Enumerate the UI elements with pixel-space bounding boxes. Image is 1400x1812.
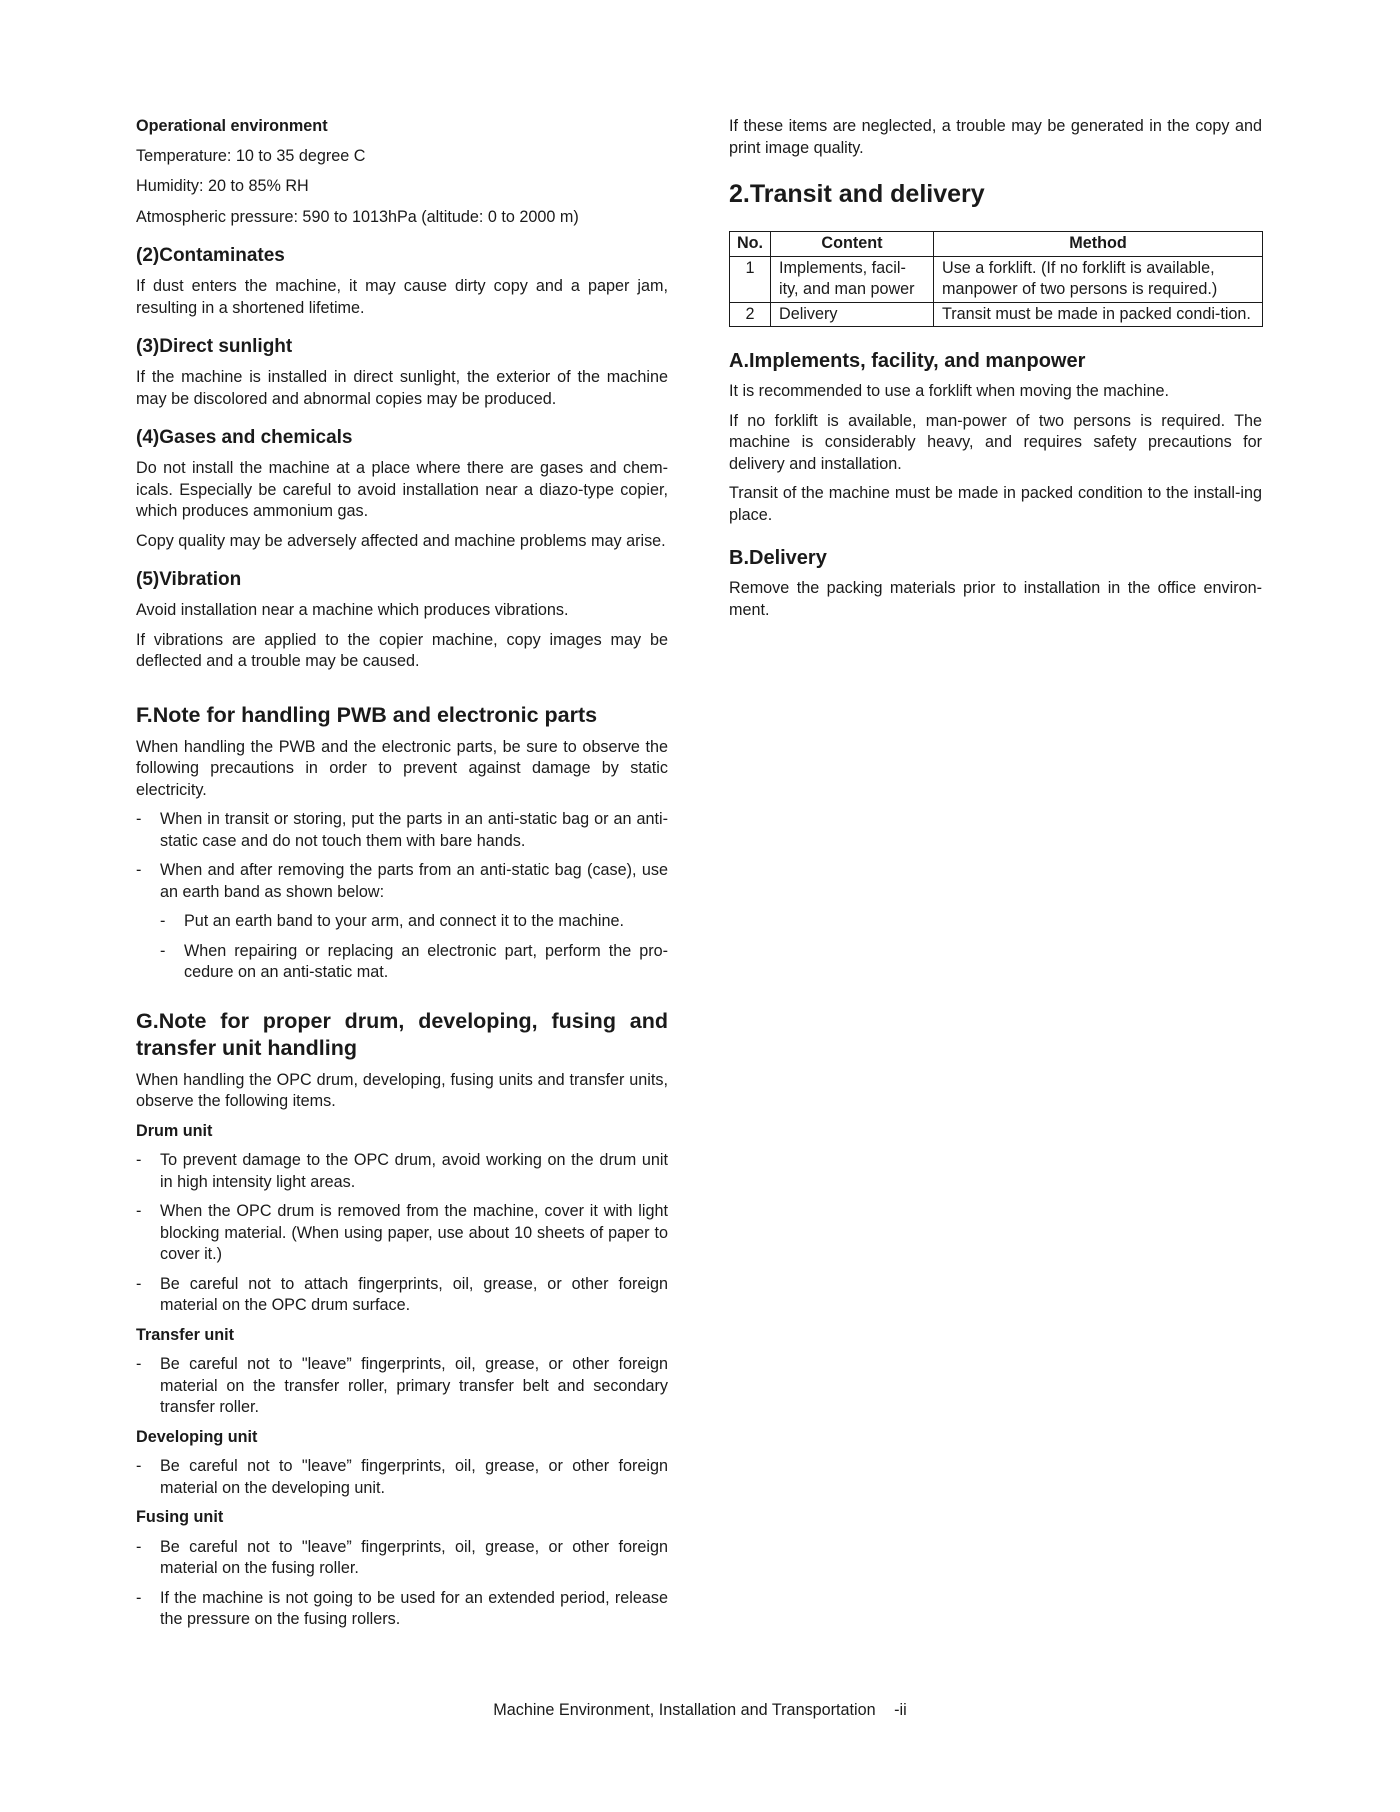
direct-sunlight-heading: (3)Direct sunlight [136, 336, 293, 357]
pressure-text: Atmospheric pressure: 590 to 1013hPa (altitude: 0 to 2000 m) [136, 207, 579, 226]
pwb-bullet-1: - When in transit or storing, put the parts in an anti-static bag or an anti-static case and do not touch them with bare hands. [136, 809, 668, 852]
drum-handling-heading-line2: transfer unit handling [136, 1035, 357, 1060]
transfer-unit-label: Transfer unit [136, 1325, 235, 1344]
table-row [730, 256, 1263, 302]
footer-page-number: -ii [894, 1701, 907, 1719]
humidity-text: Humidity: 20 to 85% RH [136, 177, 309, 195]
neglect-warning-text: If these items are neglected, a trouble may be generated in the copy and print image quality. [729, 117, 1262, 157]
right-column [729, 116, 1262, 629]
table-row [730, 302, 1263, 327]
transit-delivery-title: 2.Transit and delivery [729, 180, 985, 208]
pwb-heading: F.Note for handling PWB and electronic parts [136, 702, 598, 727]
header-method: Method [934, 232, 1263, 257]
pwb-intro: When handling the PWB and the electronic parts, be sure to observe the following precautions in order to prevent against damage by static electricity. [136, 737, 668, 799]
temperature-text: Temperature: 10 to 35 degree C [136, 146, 366, 165]
row-content: Delivery [771, 302, 934, 327]
operational-environment-heading: Operational environment [136, 117, 328, 135]
row-method: Transit must be made in packed condi-tion. [934, 302, 1263, 327]
drum-handling-intro: When handling the OPC drum, developing, fusing units and transfer units, observe the following items. [136, 1070, 668, 1110]
pwb-bullet-2: - When and after removing the parts from an anti-static bag (case), use an earth band as shown below: [136, 860, 668, 903]
drum-handling-heading [136, 1008, 668, 1062]
table-header-row [730, 232, 1263, 257]
developing-unit-label: Developing unit [136, 1427, 258, 1446]
gases-heading: (4)Gases and chemicals [136, 427, 353, 448]
drum-unit-label: Drum unit [136, 1121, 213, 1140]
vibration-text-2: If vibrations are applied to the copier machine, copy images may be deflected and a trouble may be caused. [136, 630, 668, 670]
transit-table [729, 231, 1263, 327]
header-content: Content [771, 232, 934, 257]
left-column [136, 116, 668, 1639]
fusing-bullet-2: - If the machine is not going to be used for an extended period, release the pressure on the fusing rollers. [136, 1588, 668, 1631]
fusing-bullet-1: - Be careful not to "leave” fingerprints, oil, grease, or other foreign material on the fusing roller. [136, 1537, 668, 1580]
gases-text-2: Copy quality may be adversely affected and machine problems may arise. [136, 531, 666, 550]
contaminates-text: If dust enters the machine, it may cause dirty copy and a paper jam, resulting in a shortened lifetime. [136, 277, 668, 317]
drum-bullet-2: - When the OPC drum is removed from the machine, cover it with light blocking material. (When using paper, use about 10 sheets of paper to cover it.) [136, 1201, 668, 1266]
developing-bullet-1: - Be careful not to "leave” fingerprints, oil, grease, or other foreign material on the developing unit. [136, 1456, 668, 1499]
contaminates-heading: (2)Contaminates [136, 245, 285, 266]
delivery-heading: B.Delivery [729, 547, 827, 569]
footer-title: Machine Environment, Installation and Transportation [493, 1701, 876, 1719]
vibration-text-1: Avoid installation near a machine which produces vibrations. [136, 601, 569, 619]
row-no: 2 [730, 302, 771, 327]
pwb-subbullet-1: - Put an earth band to your arm, and connect it to the machine. [160, 911, 668, 933]
gases-text-1: Do not install the machine at a place where there are gases and chem-icals. Especially be careful to avoid installation near a diazo-type copier, which produces ammonium gas. [136, 459, 668, 520]
implements-text-3: Transit of the machine must be made in packed condition to the install-ing place. [729, 484, 1262, 524]
drum-handling-heading-line1: G.Note for proper drum, developing, fusing and [136, 1008, 668, 1033]
fusing-unit-label: Fusing unit [136, 1508, 224, 1526]
pwb-subbullet-2: - When repairing or replacing an electronic part, perform the pro-cedure on an anti-static mat. [160, 941, 668, 984]
drum-bullet-1: - To prevent damage to the OPC drum, avoid working on the drum unit in high intensity light areas. [136, 1150, 668, 1193]
implements-text-1: It is recommended to use a forklift when moving the machine. [729, 382, 1169, 400]
delivery-text: Remove the packing materials prior to installation in the office environ-ment. [729, 579, 1262, 619]
implements-text-2: If no forklift is available, man-power of two persons is required. The machine is considerably heavy, and requires safety precautions for delivery and installation. [729, 411, 1262, 473]
page-footer [0, 1701, 1400, 1720]
implements-heading: A.Implements, facility, and manpower [729, 350, 1086, 372]
header-no: No. [730, 232, 771, 257]
transfer-bullet-1: - Be careful not to "leave” fingerprints, oil, grease, or other foreign material on the transfer roller, primary transfer belt and secondary transfer roller. [136, 1354, 668, 1419]
row-content: Implements, facil-ity, and man power [771, 256, 934, 302]
drum-bullet-3: - Be careful not to attach fingerprints, oil, grease, or other foreign material on the OPC drum surface. [136, 1274, 668, 1317]
vibration-heading: (5)Vibration [136, 569, 242, 590]
direct-sunlight-text: If the machine is installed in direct sunlight, the exterior of the machine may be discolored and abnormal copies may be produced. [136, 368, 668, 408]
row-no: 1 [730, 256, 771, 302]
row-method: Use a forklift. (If no forklift is available, manpower of two persons is required.) [934, 256, 1263, 302]
